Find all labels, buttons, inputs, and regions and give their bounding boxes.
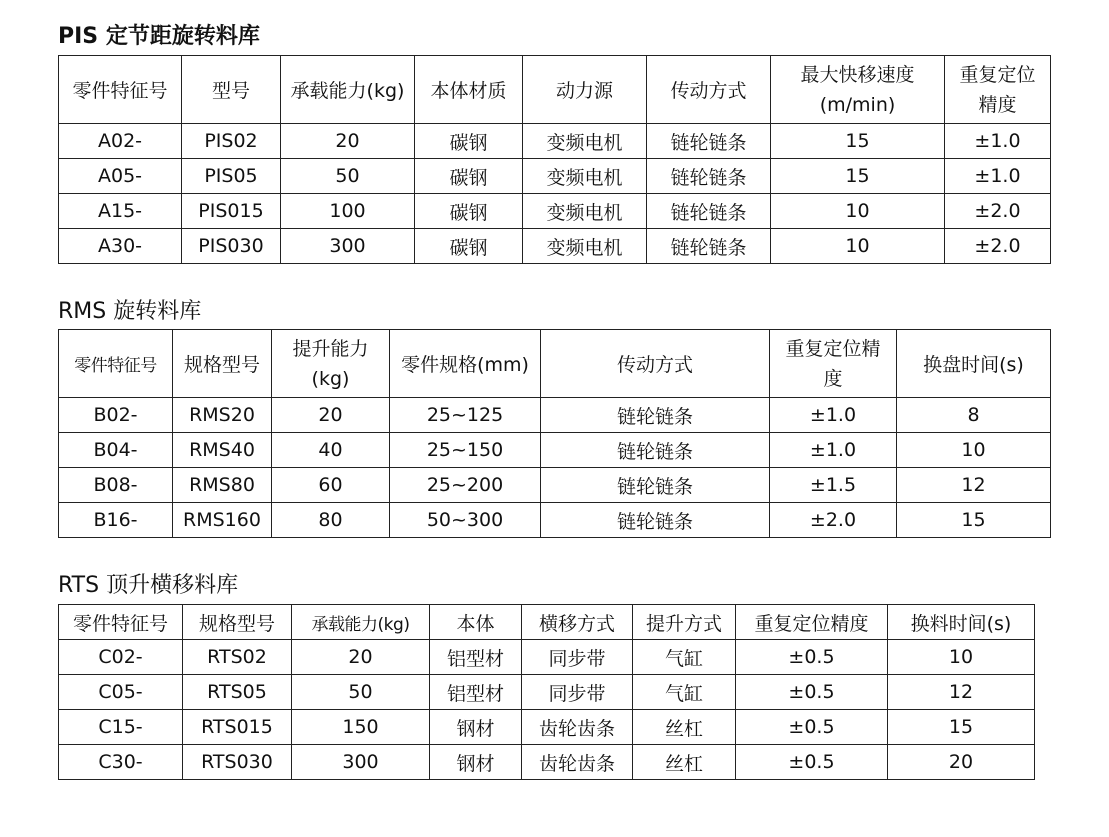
rms-header-precision-line2: 度 [823, 367, 843, 390]
table-cell: 100 [281, 194, 415, 229]
rts-header-cell: 提升方式 [633, 605, 736, 640]
table-row [59, 229, 1051, 264]
table-cell: ±1.0 [770, 398, 897, 433]
pis-header-cell: 动力源 [523, 56, 647, 124]
table-cell: 链轮链条 [647, 229, 771, 264]
table-cell: 10 [771, 229, 945, 264]
table-row [59, 710, 1035, 745]
table-cell: 变频电机 [523, 159, 647, 194]
table-cell: 15 [888, 710, 1035, 745]
table-row [59, 398, 1051, 433]
rts-header-cell: 本体 [430, 605, 522, 640]
rms-table [58, 329, 1051, 538]
pis-header-speed [771, 56, 945, 124]
table-cell: 齿轮齿条 [522, 745, 633, 780]
rms-header-cell: 零件特征号 [59, 330, 173, 398]
table-cell: 碳钢 [415, 124, 523, 159]
rms-body [59, 398, 1051, 538]
table-cell: C05- [59, 675, 183, 710]
table-cell: 20 [272, 398, 390, 433]
rms-title: RMS 旋转料库 [58, 299, 202, 324]
table-row [59, 503, 1051, 538]
table-cell: 25~125 [390, 398, 541, 433]
table-cell: B02- [59, 398, 173, 433]
rts-header-cell: 承载能力(kg) [292, 605, 430, 640]
table-cell: 铝型材 [430, 675, 522, 710]
table-row [59, 194, 1051, 229]
table-row [59, 159, 1051, 194]
table-cell: 300 [281, 229, 415, 264]
table-cell: 60 [272, 468, 390, 503]
table-cell: RTS030 [183, 745, 292, 780]
table-cell: 8 [897, 398, 1051, 433]
table-cell: 50 [292, 675, 430, 710]
table-cell: 变频电机 [523, 229, 647, 264]
pis-header-speed-line1: 最大快移速度 [800, 63, 915, 86]
table-cell: C02- [59, 640, 183, 675]
table-cell: ±2.0 [770, 503, 897, 538]
table-cell: 80 [272, 503, 390, 538]
table-cell: 10 [771, 194, 945, 229]
table-cell: A15- [59, 194, 182, 229]
table-cell: 气缸 [633, 640, 736, 675]
table-cell: C15- [59, 710, 183, 745]
table-cell: 15 [771, 124, 945, 159]
table-cell: 25~150 [390, 433, 541, 468]
rms-header-cell: 传动方式 [541, 330, 770, 398]
rms-header-cell: 换盘时间(s) [897, 330, 1051, 398]
rts-title: RTS 顶升横移料库 [58, 573, 239, 598]
rts-header-cell: 换料时间(s) [888, 605, 1035, 640]
pis-title: PIS 定节距旋转料库 [58, 24, 260, 49]
table-row [59, 745, 1035, 780]
table-cell: RTS02 [183, 640, 292, 675]
table-cell: 链轮链条 [647, 194, 771, 229]
pis-header-speed-line2: (m/min) [819, 93, 896, 116]
table-cell: ±2.0 [945, 194, 1051, 229]
table-cell: 齿轮齿条 [522, 710, 633, 745]
rms-header-lift [272, 330, 390, 398]
table-cell: A05- [59, 159, 182, 194]
table-cell: PIS05 [182, 159, 281, 194]
table-row [59, 124, 1051, 159]
table-cell: 12 [897, 468, 1051, 503]
table-cell: PIS015 [182, 194, 281, 229]
table-row [59, 433, 1051, 468]
table-cell: 铝型材 [430, 640, 522, 675]
pis-body [59, 124, 1051, 264]
table-cell: 150 [292, 710, 430, 745]
table-cell: 丝杠 [633, 745, 736, 780]
table-cell: 碳钢 [415, 229, 523, 264]
rts-header-cell: 重复定位精度 [736, 605, 888, 640]
table-cell: ±0.5 [736, 745, 888, 780]
table-cell: 气缸 [633, 675, 736, 710]
pis-header-cell: 型号 [182, 56, 281, 124]
table-cell: 链轮链条 [647, 159, 771, 194]
table-cell: RTS05 [183, 675, 292, 710]
table-cell: 12 [888, 675, 1035, 710]
table-cell: 链轮链条 [541, 468, 770, 503]
pis-header-cell: 本体材质 [415, 56, 523, 124]
pis-header-cell: 零件特征号 [59, 56, 182, 124]
table-cell: RMS40 [173, 433, 272, 468]
table-cell: 变频电机 [523, 124, 647, 159]
rms-header-cell: 规格型号 [173, 330, 272, 398]
table-cell: ±0.5 [736, 675, 888, 710]
table-cell: 10 [897, 433, 1051, 468]
table-cell: RMS160 [173, 503, 272, 538]
table-cell: ±0.5 [736, 640, 888, 675]
table-cell: 25~200 [390, 468, 541, 503]
table-cell: 40 [272, 433, 390, 468]
rts-table [58, 604, 1035, 780]
table-cell: 链轮链条 [647, 124, 771, 159]
rms-header-row [59, 330, 1051, 398]
table-cell: 链轮链条 [541, 503, 770, 538]
table-row [59, 640, 1035, 675]
table-cell: 15 [897, 503, 1051, 538]
table-cell: 20 [281, 124, 415, 159]
pis-header-row [59, 56, 1051, 124]
table-cell: A02- [59, 124, 182, 159]
table-cell: 同步带 [522, 675, 633, 710]
table-cell: B08- [59, 468, 173, 503]
table-cell: RMS20 [173, 398, 272, 433]
rms-header-cell: 零件规格(mm) [390, 330, 541, 398]
table-cell: 15 [771, 159, 945, 194]
table-cell: PIS030 [182, 229, 281, 264]
rts-body [59, 640, 1035, 780]
table-cell: 丝杠 [633, 710, 736, 745]
table-cell: C30- [59, 745, 183, 780]
table-cell: ±1.0 [945, 124, 1051, 159]
table-cell: ±1.5 [770, 468, 897, 503]
table-cell: 碳钢 [415, 194, 523, 229]
pis-header-precision-line1: 重复定位 [959, 63, 1036, 86]
pis-header-cell: 传动方式 [647, 56, 771, 124]
table-cell: 50 [281, 159, 415, 194]
rts-header-cell: 零件特征号 [59, 605, 183, 640]
table-row [59, 468, 1051, 503]
table-cell: B16- [59, 503, 173, 538]
table-cell: 20 [292, 640, 430, 675]
table-cell: ±1.0 [945, 159, 1051, 194]
pis-header-precision [945, 56, 1051, 124]
table-cell: B04- [59, 433, 173, 468]
table-cell: 钢材 [430, 745, 522, 780]
table-cell: 50~300 [390, 503, 541, 538]
table-cell: ±2.0 [945, 229, 1051, 264]
table-cell: 同步带 [522, 640, 633, 675]
table-cell: 链轮链条 [541, 398, 770, 433]
rts-header-row [59, 605, 1035, 640]
table-cell: 碳钢 [415, 159, 523, 194]
table-cell: 钢材 [430, 710, 522, 745]
table-cell: RMS80 [173, 468, 272, 503]
table-cell: ±0.5 [736, 710, 888, 745]
table-row [59, 675, 1035, 710]
pis-header-cell: 承载能力(kg) [281, 56, 415, 124]
table-cell: 20 [888, 745, 1035, 780]
table-cell: 10 [888, 640, 1035, 675]
pis-header-precision-line2: 精度 [978, 93, 1017, 116]
table-cell: ±1.0 [770, 433, 897, 468]
table-cell: RTS015 [183, 710, 292, 745]
table-cell: PIS02 [182, 124, 281, 159]
rts-header-cell: 横移方式 [522, 605, 633, 640]
rms-header-precision [770, 330, 897, 398]
pis-table [58, 55, 1051, 264]
table-cell: 300 [292, 745, 430, 780]
table-cell: A30- [59, 229, 182, 264]
rms-header-precision-line1: 重复定位精 [785, 337, 881, 360]
table-cell: 链轮链条 [541, 433, 770, 468]
table-cell: 变频电机 [523, 194, 647, 229]
rms-header-lift-line2: (kg) [311, 367, 350, 390]
rms-header-lift-line1: 提升能力 [292, 337, 369, 360]
rts-header-cell: 规格型号 [183, 605, 292, 640]
